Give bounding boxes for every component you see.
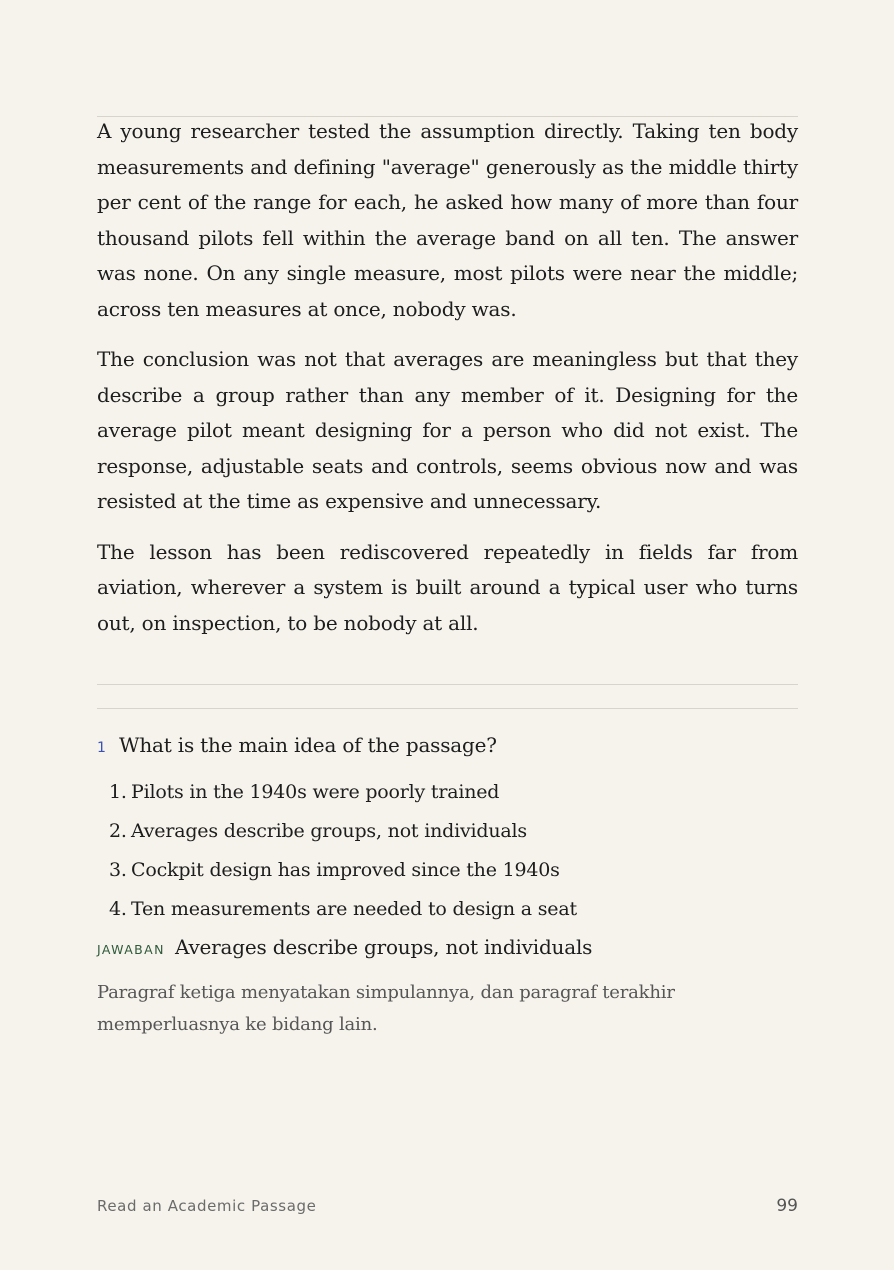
answer-explanation: Paragraf ketiga menyatakan simpulannya, dan paragraf terakhir memperluasnya ke bidang lain. bbox=[97, 982, 675, 1035]
question-number: 1 bbox=[97, 740, 106, 756]
answer-text: Averages describe groups, not individuals bbox=[175, 935, 593, 959]
footer-title: Read an Academic Passage bbox=[97, 1197, 317, 1215]
answer-option[interactable] bbox=[109, 851, 798, 890]
option-number: 3. bbox=[109, 859, 127, 881]
option-text: Pilots in the 1940s were poorly trained bbox=[131, 781, 500, 803]
answer-options bbox=[97, 773, 798, 929]
passage-paragraph: A young researcher tested the assumption directly. Taking ten body measurements and defining "average" generously as the middle thirty per cent of the range for each, he asked how many of more than four thousand pilots fell within the average band on all ten. The answer was none. On any single measure, most pilots were near the middle; across ten measures at once, nobody was. bbox=[97, 119, 798, 321]
question-block bbox=[97, 730, 798, 1041]
section-divider bbox=[97, 684, 798, 685]
passage-paragraph: The lesson has been rediscovered repeatedly in fields far from aviation, wherever a system is built around a typical user who turns out, on inspection, to be nobody at all. bbox=[97, 539, 798, 635]
option-text: Averages describe groups, not individuals bbox=[131, 820, 527, 842]
passage bbox=[97, 114, 798, 656]
answer-option[interactable] bbox=[109, 890, 798, 929]
page-footer bbox=[97, 1196, 798, 1216]
option-number: 2. bbox=[109, 820, 127, 842]
answer-line bbox=[97, 932, 798, 965]
option-number: 4. bbox=[109, 898, 127, 920]
question-header bbox=[97, 730, 798, 763]
page-number: 99 bbox=[776, 1196, 798, 1216]
option-number: 1. bbox=[109, 781, 127, 803]
option-text: Ten measurements are needed to design a seat bbox=[131, 898, 577, 920]
section-divider bbox=[97, 708, 798, 709]
page bbox=[97, 0, 798, 1270]
question-text: What is the main idea of the passage? bbox=[119, 733, 497, 757]
answer-label: JAWABAN bbox=[97, 942, 165, 957]
answer-option[interactable] bbox=[109, 773, 798, 812]
option-text: Cockpit design has improved since the 1940s bbox=[131, 859, 560, 881]
passage-paragraph: The conclusion was not that averages are meaningless but that they describe a group rather than any member of it. Designing for the average pilot meant designing for a person who did not exist. The response, adjustable seats and controls, seems obvious now and was resisted at the time as expensive and unnecessary. bbox=[97, 347, 798, 513]
answer-option[interactable] bbox=[109, 812, 798, 851]
